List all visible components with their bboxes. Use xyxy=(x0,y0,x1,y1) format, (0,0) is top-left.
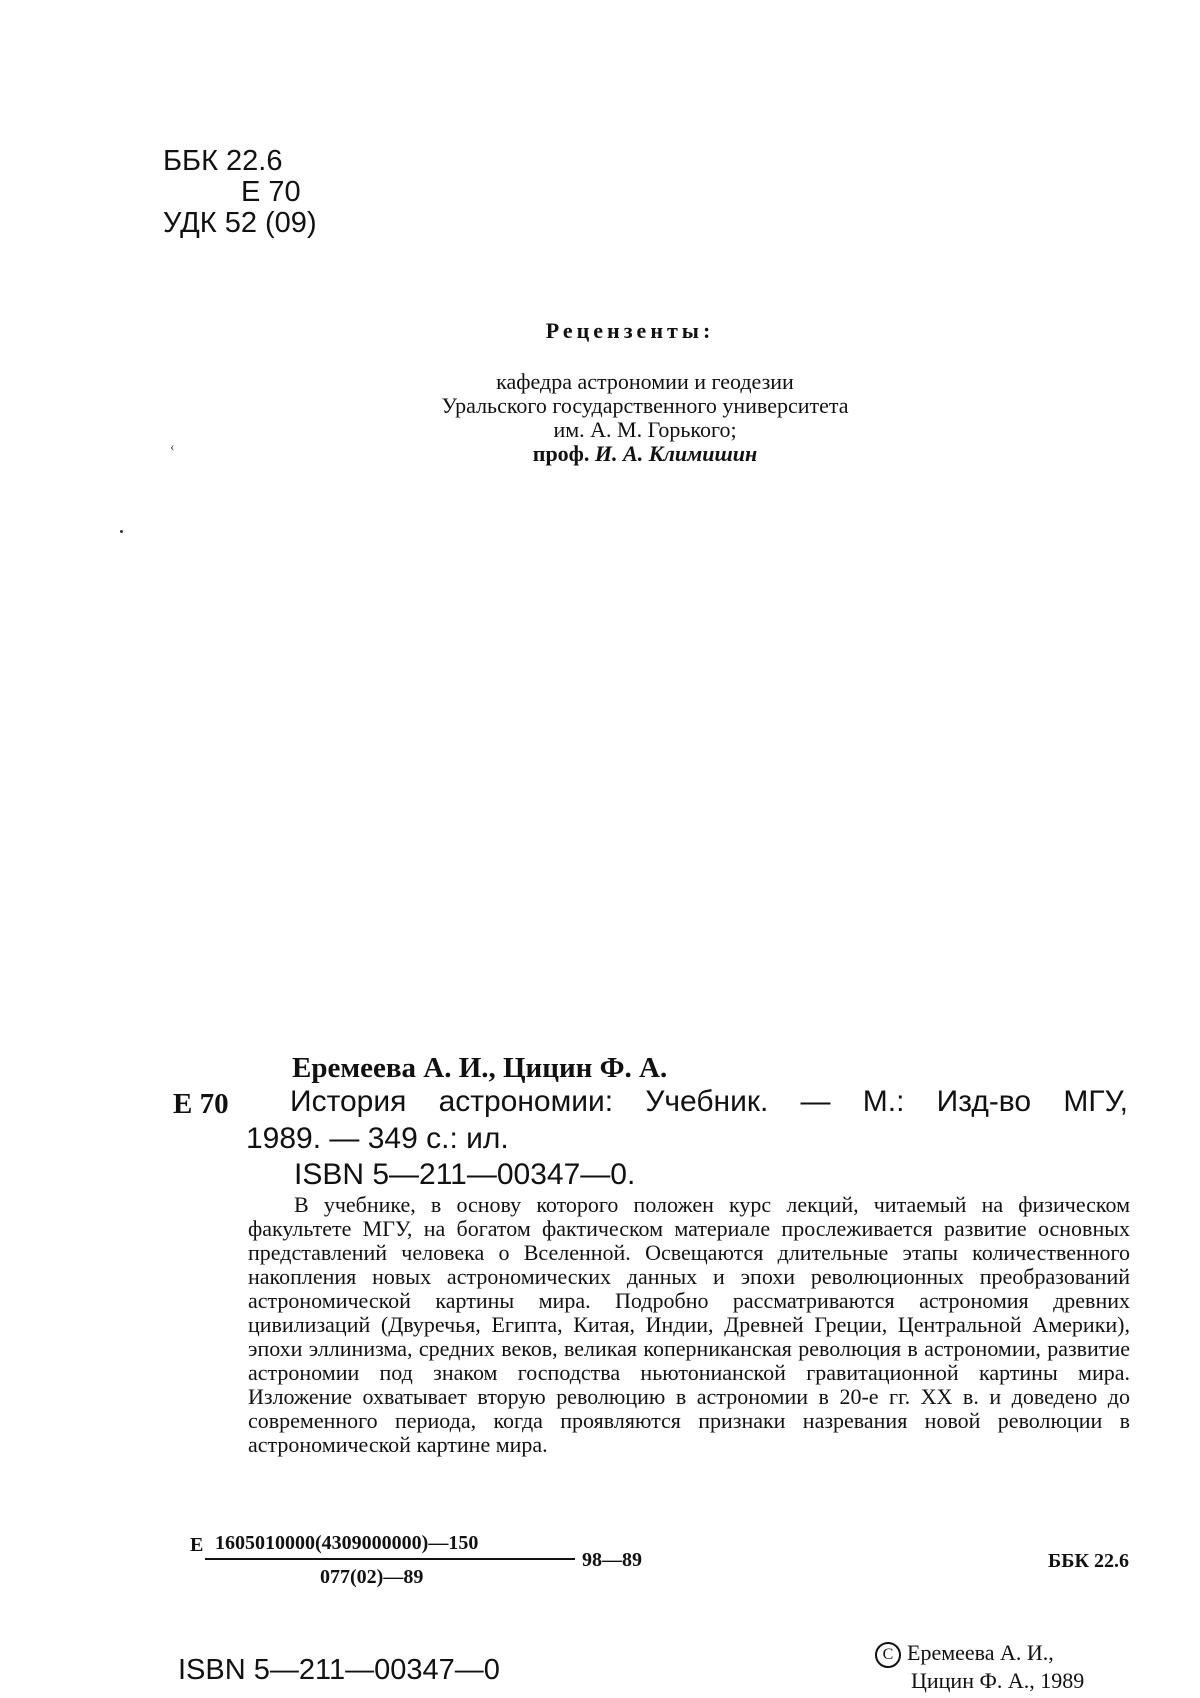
publisher-order-number: 98—89 xyxy=(582,1549,642,1571)
prof-name: И. А. Климишин xyxy=(594,441,758,466)
title-word: — xyxy=(800,1085,831,1118)
copyright-line-1: Еремеева А. И., xyxy=(907,1640,1054,1665)
catalog-title xyxy=(290,1085,1128,1119)
print-speck: ‹ xyxy=(170,440,175,455)
title-word: МГУ, xyxy=(1063,1085,1128,1118)
title-word: астрономии: xyxy=(438,1085,614,1118)
print-dot xyxy=(120,530,123,533)
publisher-code-prefix: Е xyxy=(190,1534,204,1556)
footer-isbn: ISBN 5—211—00347—0 xyxy=(178,1654,500,1686)
copyright-line-2: Цицин Ф. А., 1989 xyxy=(911,1667,1085,1693)
copyright-block xyxy=(875,1640,1084,1694)
udk-code: УДК 52 (09) xyxy=(163,207,317,239)
publisher-code-numerator: 1605010000(4309000000)—150 xyxy=(215,1532,479,1554)
catalog-authors: Еремеева А. И., Цицин Ф. А. xyxy=(292,1052,668,1084)
title-word: История xyxy=(290,1085,407,1118)
title-word: Изд-во xyxy=(936,1085,1032,1118)
publisher-code-denominator: 077(02)—89 xyxy=(320,1566,424,1588)
catalog-publication: 1989. — 349 с.: ил. xyxy=(246,1122,509,1155)
classification-codes xyxy=(163,146,317,239)
catalog-abstract: В учебнике, в основу которого положен курс лекций, читаемый на физическом факультете МГУ, на богатом фактическом материале прослеживается развитие основных представлений человека о Вселенной. Освещаются длительные этапы количественного накопления новых астрономических данных и эпохи революционных преобразований астрономической картины мира. Подробно рассматриваются астрономия древних цивилизаций (Двуречья, Египта, Китая, Индии, Древней Греции, Центральной Америки), эпохи эллинизма, средних веков, великая коперниканская революция в астрономии, развитие астрономии под знаком господства ньютонианской гравитационной картины мира. Изложение охватывает вторую революцию в астрономии в 20-е гг. XX в. и доведено до современного периода, когда проявляются признаки назревания новой революции в астрономической картине мира. xyxy=(248,1192,1130,1457)
title-word: М.: xyxy=(862,1085,905,1118)
copyright-icon: С xyxy=(875,1642,901,1668)
reviewer-line-3: им. А. М. Горького; xyxy=(553,417,737,442)
title-word: Учебник. xyxy=(645,1085,769,1118)
publisher-code-fraction-line xyxy=(205,1558,575,1560)
reviewer-prof xyxy=(90,442,1200,466)
publisher-bbk: ББК 22.6 xyxy=(1048,1550,1129,1572)
reviewer-line-1: кафедра астрономии и геодезии xyxy=(496,369,794,394)
prof-prefix: проф. xyxy=(532,441,590,466)
reviewers-block xyxy=(0,370,1200,466)
reviewer-line-2: Уральского государственного университета xyxy=(441,393,849,418)
catalog-isbn: ISBN 5—211—00347—0. xyxy=(294,1158,636,1191)
reviewers-heading: Рецензенты: xyxy=(545,318,715,343)
catalog-call-mark: Е 70 xyxy=(173,1088,229,1120)
author-mark: Е 70 xyxy=(241,176,301,208)
bbk-code: ББК 22.6 xyxy=(163,145,283,177)
